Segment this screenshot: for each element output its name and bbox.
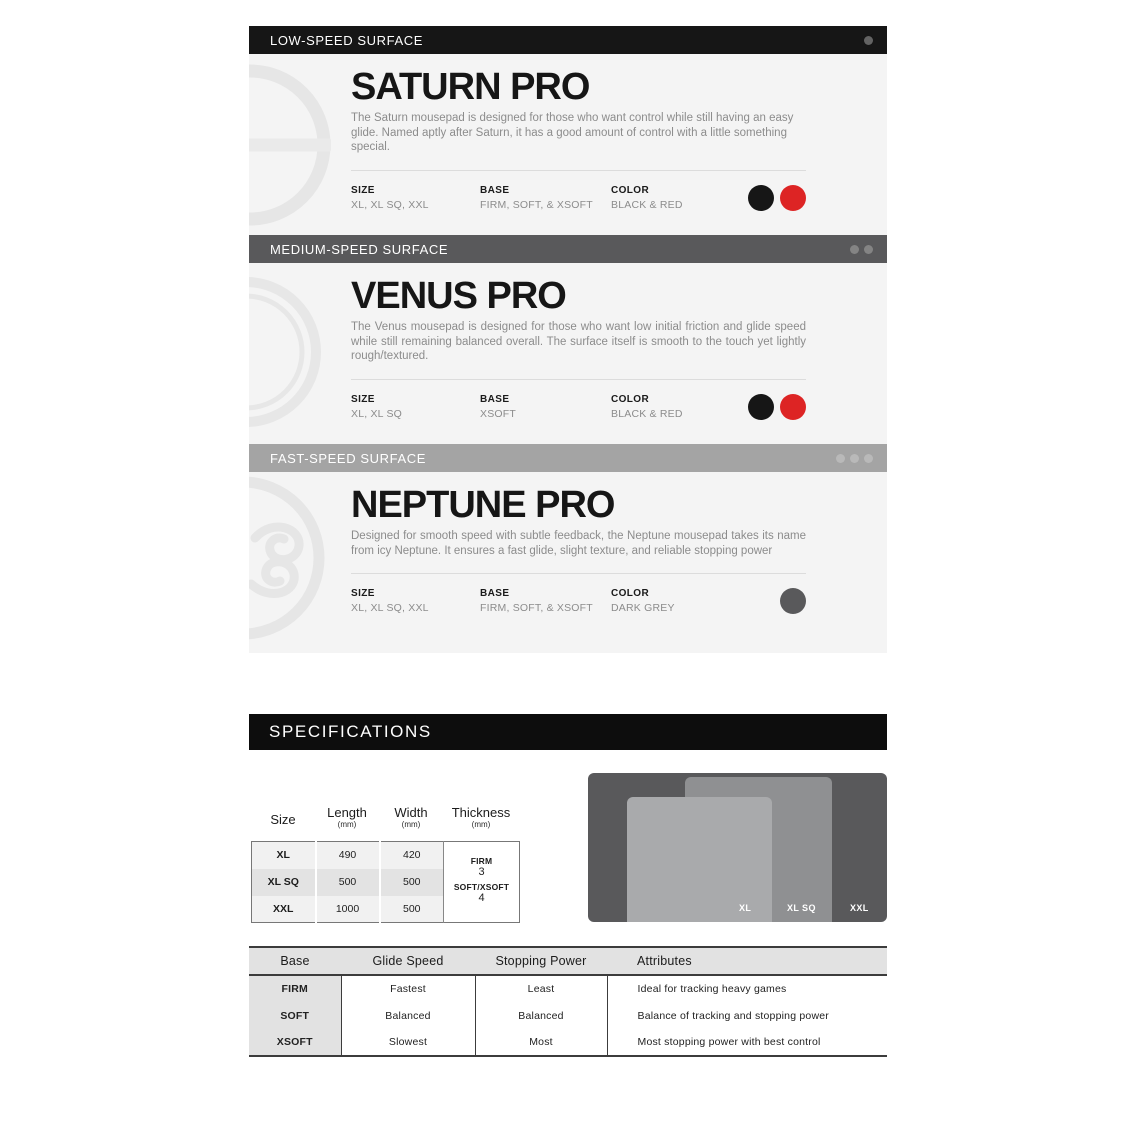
attributes-cell: Ideal for tracking heavy games	[637, 983, 787, 995]
product-description: The Saturn mousepad is designed for those who want control while still having an easy glide. Named aptly after Saturn, it has a good amount of control with a little something special.	[351, 112, 794, 153]
size-table	[251, 841, 520, 923]
size-label: SIZE	[351, 184, 375, 196]
base-cell: XSOFT	[249, 1029, 341, 1056]
speed-dot-icon	[850, 454, 859, 463]
speed-dot-icon	[864, 454, 873, 463]
color-swatches	[748, 185, 806, 211]
table-header-row	[249, 947, 887, 975]
firm-thickness-value: 3	[478, 866, 485, 878]
color-label: COLOR	[611, 393, 650, 405]
color-value: DARK GREY	[611, 602, 675, 614]
black-swatch	[748, 394, 774, 420]
glide-col-header: Glide Speed	[341, 947, 475, 975]
attributes-cell: Balance of tracking and stopping power	[637, 1009, 829, 1022]
size-label: SIZE	[351, 588, 375, 599]
firm-thickness-label: FIRM	[470, 856, 493, 866]
size-value: XL, XL SQ	[351, 407, 403, 420]
diagram-label-xxl: XXL	[850, 903, 869, 913]
color-value: BLACK & RED	[611, 407, 683, 420]
divider	[351, 573, 806, 574]
band-label: FAST-SPEED SURFACE	[270, 450, 427, 466]
size-comparison-diagram	[588, 773, 887, 922]
product-description: The Venus mousepad is designed for those who want low initial friction and glide speed while still remaining balanced overall. The surface itself is smooth to the touch yet lightly rough/textured.	[351, 321, 806, 362]
width-cell: 500	[380, 896, 444, 923]
section-band-medium-speed	[249, 235, 887, 263]
table-row	[249, 975, 887, 1002]
divider	[351, 170, 806, 171]
base-cell: FIRM	[249, 975, 341, 1002]
speed-dot-icon	[850, 245, 859, 254]
size-cell: XL	[252, 842, 316, 869]
red-swatch	[780, 394, 806, 420]
length-unit: (mm)	[337, 820, 357, 829]
band-label: LOW-SPEED SURFACE	[270, 32, 423, 48]
product-panel	[249, 26, 887, 653]
base-comparison-table	[249, 946, 887, 1057]
red-swatch	[780, 185, 806, 211]
base-label: BASE	[480, 184, 510, 196]
length-cell: 490	[316, 842, 380, 869]
width-cell: 500	[380, 869, 444, 896]
glide-cell: Slowest	[341, 1029, 475, 1056]
thickness-col-header: Thickness	[451, 805, 511, 820]
base-value: FIRM, SOFT, & XSOFT	[480, 198, 593, 211]
attributes-cell: Most stopping power with best control	[637, 1036, 821, 1048]
product-body	[249, 263, 887, 444]
table-row	[249, 1002, 887, 1029]
soft-thickness-label: SOFT/XSOFT	[453, 882, 510, 892]
length-cell: 1000	[316, 896, 380, 923]
stopping-cell: Least	[475, 975, 607, 1002]
speed-dot-icon	[836, 454, 845, 463]
base-cell: SOFT	[249, 1002, 341, 1029]
size-cell: XXL	[252, 896, 316, 923]
product-title: NEPTUNE PRO	[351, 484, 615, 526]
soft-thickness-value: 4	[478, 892, 485, 904]
specifications-title: SPECIFICATIONS	[269, 722, 432, 741]
stopping-cell: Balanced	[475, 1002, 607, 1029]
section-band-low-speed	[249, 26, 887, 54]
base-label: BASE	[480, 588, 510, 599]
product-section-venus	[249, 235, 887, 444]
thickness-unit: (mm)	[471, 820, 491, 829]
stopping-cell: Most	[475, 1029, 607, 1056]
size-value: XL, XL SQ, XXL	[351, 602, 429, 614]
speed-dot-icon	[864, 245, 873, 254]
product-section-saturn	[249, 26, 887, 235]
width-col-header: Width	[394, 805, 428, 820]
base-col-header: Base	[249, 947, 341, 975]
diagram-label-xlsq: XL SQ	[787, 903, 816, 913]
table-row	[249, 1029, 887, 1056]
black-swatch	[748, 185, 774, 211]
divider	[351, 379, 806, 380]
product-body	[249, 472, 887, 653]
glide-cell: Fastest	[341, 975, 475, 1002]
size-value: XL, XL SQ, XXL	[351, 198, 429, 211]
product-section-neptune	[249, 444, 887, 653]
attributes-col-header: Attributes	[607, 947, 887, 975]
section-band-fast-speed	[249, 444, 887, 472]
length-col-header: Length	[327, 805, 367, 820]
color-value: BLACK & RED	[611, 198, 683, 211]
specifications-header	[249, 714, 887, 750]
size-cell: XL SQ	[252, 869, 316, 896]
base-value: XSOFT	[480, 407, 517, 420]
color-swatches	[748, 394, 806, 420]
stopping-col-header: Stopping Power	[475, 947, 607, 975]
product-description: Designed for smooth speed with subtle feedback, the Neptune mousepad takes its name from icy Neptune. It ensures a fast glide, slight texture, and reliable stopping power	[351, 530, 806, 557]
glide-cell: Balanced	[341, 1002, 475, 1029]
width-unit: (mm)	[401, 820, 421, 829]
size-table-headers	[251, 805, 519, 829]
color-label: COLOR	[611, 588, 650, 599]
speed-dots	[850, 245, 873, 254]
diagram-label-xl: XL	[739, 903, 752, 913]
length-cell: 500	[316, 869, 380, 896]
table-row	[252, 842, 520, 869]
product-body	[249, 54, 887, 235]
width-cell: 420	[380, 842, 444, 869]
size-label: SIZE	[351, 393, 375, 405]
base-value: FIRM, SOFT, & XSOFT	[480, 602, 593, 614]
product-title: SATURN PRO	[351, 66, 590, 108]
speed-dots	[864, 36, 873, 45]
base-label: BASE	[480, 393, 510, 405]
color-swatches	[780, 588, 806, 614]
product-title: VENUS PRO	[351, 275, 566, 317]
thickness-cell	[444, 842, 520, 923]
speed-dots	[836, 454, 873, 463]
speed-dot-icon	[864, 36, 873, 45]
dark-grey-swatch	[780, 588, 806, 614]
color-label: COLOR	[611, 184, 650, 196]
size-col-header: Size	[270, 812, 296, 827]
band-label: MEDIUM-SPEED SURFACE	[270, 241, 449, 257]
